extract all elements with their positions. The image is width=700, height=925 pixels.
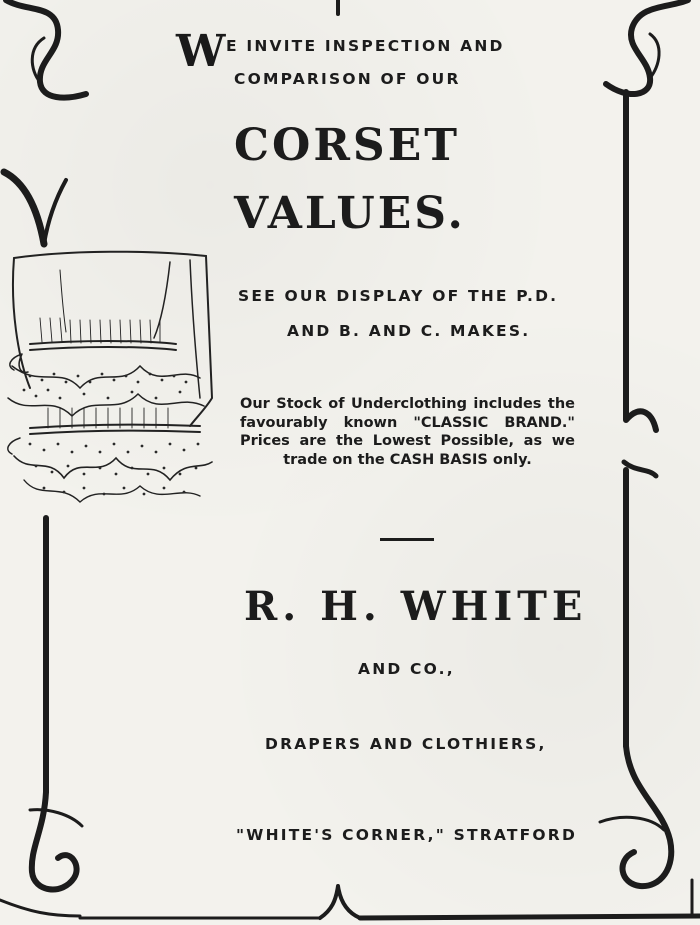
divider-rule <box>380 538 434 541</box>
intro-line-1: E INVITE INSPECTION AND <box>226 37 505 55</box>
display-line-2: AND B. AND C. MAKES. <box>287 322 531 340</box>
headline-values: VALUES. <box>234 188 466 239</box>
stock-paragraph: Our Stock of Underclothing includes the favourably known "CLASSIC BRAND." Prices are the Lowest Possible, as we trade on the CASH BASIS only. <box>240 396 575 468</box>
drop-cap: W <box>176 26 226 77</box>
display-line-1: SEE OUR DISPLAY OF THE P.D. <box>238 287 559 305</box>
firm-name: R. H. WHITE <box>244 583 588 630</box>
corset-cover-illustration-icon <box>0 248 220 510</box>
trade-line: DRAPERS AND CLOTHIERS, <box>265 735 547 753</box>
address-line: "WHITE'S CORNER," STRATFORD <box>236 826 578 844</box>
firm-suffix: AND CO., <box>358 660 455 678</box>
intro-line-2: COMPARISON OF OUR <box>234 70 461 88</box>
headline-corset: CORSET <box>234 120 460 171</box>
